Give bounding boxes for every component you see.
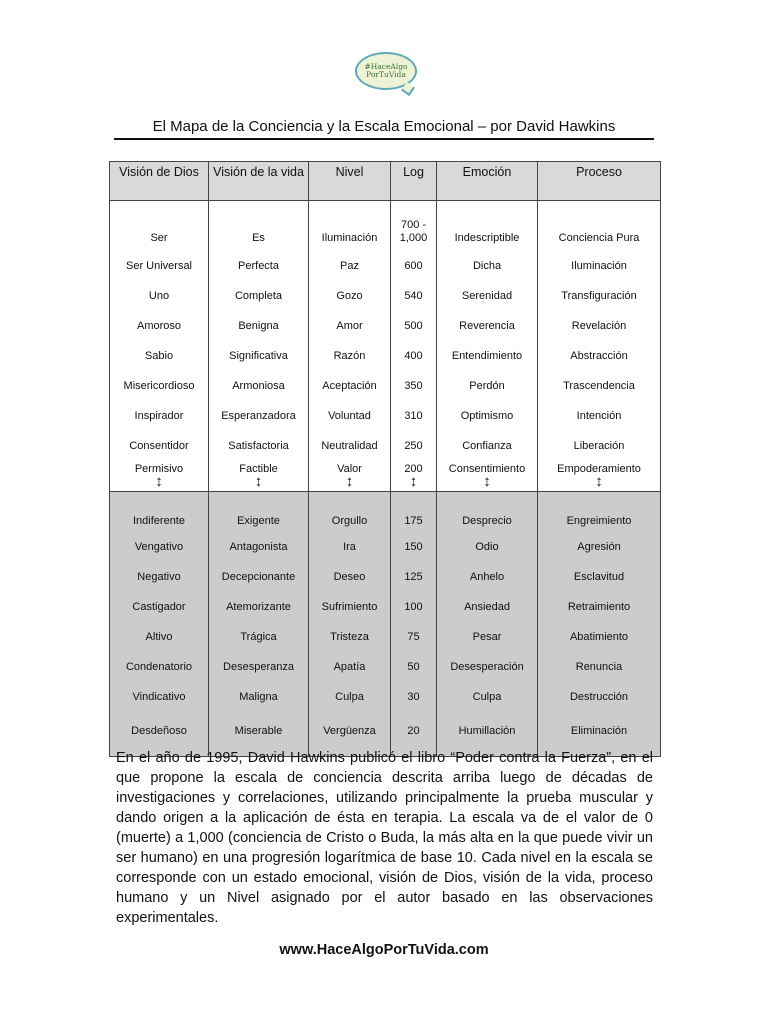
table-cell: Vindicativo: [110, 682, 209, 712]
table-cell: [309, 371, 391, 401]
table-cell: [209, 281, 309, 311]
cell-text: Abstracción: [570, 349, 628, 362]
table-cell: Tristeza: [309, 622, 391, 652]
cell-text: Perdón: [469, 379, 505, 392]
table-cell: Eliminación: [538, 712, 661, 757]
table-cell: [110, 311, 209, 341]
table-cell: 150: [391, 532, 437, 562]
table-cell: Vengativo: [110, 532, 209, 562]
table-cell: [391, 281, 437, 311]
cell-text: Optimismo: [460, 409, 514, 422]
logo-line-2: PorTuVida: [366, 70, 406, 79]
table-cell: [391, 201, 437, 252]
table-cell: [437, 461, 538, 492]
cell-text: Neutralidad: [321, 439, 378, 452]
table-cell: Miserable: [209, 712, 309, 757]
table-cell: Desdeñoso: [110, 712, 209, 757]
cell-text: Reverencia: [459, 319, 515, 332]
header-vision-vida: Visión de la vida: [209, 162, 309, 201]
table-cell: [538, 371, 661, 401]
table-row: [110, 461, 661, 492]
table-cell: [538, 461, 661, 492]
table-cell: [437, 251, 538, 281]
cell-text: Trascendencia: [563, 379, 635, 392]
table-cell: [209, 371, 309, 401]
table-cell: [437, 311, 538, 341]
table-cell: [391, 461, 437, 492]
table-cell: Condenatorio: [110, 652, 209, 682]
cell-text: Razón: [333, 349, 366, 362]
table-cell: [209, 201, 309, 252]
cell-text: 600: [404, 259, 423, 272]
cell-text: 310: [404, 409, 423, 422]
table-cell: [391, 341, 437, 371]
cell-text: Armoniosa: [232, 379, 285, 392]
cell-text: Es: [252, 232, 265, 244]
table-cell: [110, 371, 209, 401]
table-cell: 50: [391, 652, 437, 682]
cell-text: Permisivo: [134, 463, 184, 475]
table-row: [110, 251, 661, 281]
table-row: [110, 371, 661, 401]
table-cell: [309, 341, 391, 371]
table-cell: [209, 341, 309, 371]
logo-speech-tail: [401, 82, 415, 96]
table-cell: [538, 311, 661, 341]
table-cell: Exigente: [209, 492, 309, 533]
table-cell: Decepcionante: [209, 562, 309, 592]
table-row: [110, 562, 661, 592]
cell-text: Indescriptible: [454, 232, 520, 244]
cell-text: Intención: [576, 409, 622, 422]
cell-text: Inspirador: [134, 409, 184, 422]
cell-text: Voluntad: [328, 409, 371, 422]
cell-text: Empoderamiento: [557, 463, 641, 475]
up-down-arrow-icon: ↕: [155, 473, 163, 490]
table-cell: Retraimiento: [538, 592, 661, 622]
table-cell: Antagonista: [209, 532, 309, 562]
table-cell: Culpa: [309, 682, 391, 712]
table-cell: [110, 341, 209, 371]
table-row: [110, 311, 661, 341]
table-body: [110, 201, 661, 757]
table-row: [110, 201, 661, 252]
table-row: [110, 492, 661, 533]
cell-text: 400: [404, 349, 423, 362]
up-down-arrow-icon: ↕: [483, 473, 491, 490]
up-down-arrow-icon: ↕: [345, 473, 354, 490]
cell-text: Misericordioso: [123, 379, 195, 392]
table-cell: 30: [391, 682, 437, 712]
footer-website: www.HaceAlgoPorTuVida.com: [279, 942, 489, 958]
table-cell: [437, 341, 538, 371]
cell-text: Ser Universal: [125, 259, 193, 272]
cell-text: 500: [404, 319, 423, 332]
table-cell: Destrucción: [538, 682, 661, 712]
table-header-row: [110, 162, 661, 201]
cell-text: Entendimiento: [451, 349, 523, 362]
logo-line-1: #HaceAlgo: [364, 62, 408, 71]
table-cell: [110, 251, 209, 281]
table-cell: Trágica: [209, 622, 309, 652]
table-cell: Castigador: [110, 592, 209, 622]
cell-text: Confianza: [462, 439, 512, 452]
table-cell: [391, 401, 437, 431]
table-row: [110, 532, 661, 562]
table-cell: [110, 431, 209, 461]
cell-text: 250: [404, 439, 423, 452]
table-cell: Pesar: [437, 622, 538, 652]
table-cell: 100: [391, 592, 437, 622]
cell-text: Consentidor: [129, 439, 189, 452]
cell-text: Consentimiento: [448, 463, 526, 475]
cell-text: Revelación: [571, 319, 627, 332]
up-down-arrow-icon: ↕: [409, 473, 418, 490]
table-cell: Negativo: [110, 562, 209, 592]
table-cell: Ira: [309, 532, 391, 562]
page-title: El Mapa de la Conciencia y la Escala Emocional – por David Hawkins: [114, 118, 654, 140]
table-cell: Abatimiento: [538, 622, 661, 652]
table-cell: Orgullo: [309, 492, 391, 533]
table-cell: 75: [391, 622, 437, 652]
table-cell: Anhelo: [437, 562, 538, 592]
cell-text: Amoroso: [136, 319, 182, 332]
table-cell: Atemorizante: [209, 592, 309, 622]
table-cell: [391, 311, 437, 341]
table-row: [110, 622, 661, 652]
table-row: [110, 652, 661, 682]
table-cell: [309, 281, 391, 311]
table-cell: [209, 311, 309, 341]
table-cell: Apatía: [309, 652, 391, 682]
header-log: Log: [391, 162, 437, 201]
table-cell: [309, 401, 391, 431]
table-cell: Ansiedad: [437, 592, 538, 622]
up-down-arrow-icon: ↕: [254, 473, 263, 490]
table-cell: [437, 371, 538, 401]
cell-text: Conciencia Pura: [558, 232, 640, 244]
cell-text: 540: [404, 289, 423, 302]
table-cell: [437, 401, 538, 431]
table-cell: Indiferente: [110, 492, 209, 533]
table-cell: [391, 251, 437, 281]
cell-text: Serenidad: [461, 289, 513, 302]
table-cell: Esclavitud: [538, 562, 661, 592]
table-cell: [538, 281, 661, 311]
table-row: [110, 682, 661, 712]
table-cell: Renuncia: [538, 652, 661, 682]
cell-text: Significativa: [229, 349, 288, 362]
table-cell: 125: [391, 562, 437, 592]
header-proceso: Proceso: [538, 162, 661, 201]
table-cell: [391, 431, 437, 461]
cell-text: Perfecta: [238, 259, 279, 272]
header-vision-dios: Visión de Dios: [110, 162, 209, 201]
table-cell: [437, 281, 538, 311]
cell-text: Iluminación: [321, 232, 378, 244]
table-cell: [209, 401, 309, 431]
table-cell: [538, 201, 661, 252]
table-cell: Desesperanza: [209, 652, 309, 682]
table-cell: Engreimiento: [538, 492, 661, 533]
table-cell: [110, 281, 209, 311]
table-cell: Sufrimiento: [309, 592, 391, 622]
table-row: [110, 431, 661, 461]
table-cell: [309, 431, 391, 461]
table-row: [110, 281, 661, 311]
cell-text: 700 - 1,000: [399, 219, 428, 244]
cell-text: Factible: [239, 463, 278, 475]
site-logo: [355, 52, 417, 90]
table-cell: Desprecio: [437, 492, 538, 533]
table-cell: [538, 251, 661, 281]
cell-text: Gozo: [336, 289, 363, 302]
table-cell: [110, 201, 209, 252]
cell-text: Completa: [234, 289, 283, 302]
cell-text: Valor: [337, 463, 362, 475]
table-cell: [209, 431, 309, 461]
cell-text: Uno: [148, 289, 170, 302]
up-down-arrow-icon: ↕: [595, 473, 603, 490]
cell-text: Satisfactoria: [228, 439, 289, 452]
cell-text: Sabio: [144, 349, 174, 362]
table-cell: [309, 201, 391, 252]
table-cell: [209, 461, 309, 492]
table-cell: [538, 431, 661, 461]
table-cell: [538, 401, 661, 431]
table-cell: 175: [391, 492, 437, 533]
cell-text: Aceptación: [322, 379, 377, 392]
table-cell: [309, 251, 391, 281]
description-paragraph: En el año de 1995, David Hawkins publicó el libro “Poder contra la Fuerza”, en el que propone la escala de conciencia descrita arriba luego de décadas de investigaciones y correlaciones, utilizando principalmente la prueba muscular y dando origen a la aplicación de ésta en terapia. La escala va de el valor de 0 (muerte) a 1,000 (conciencia de Cristo o Buda, la más alta en la que puede vivir un ser humano) en una progresión logarítmica de base 10. Cada nivel en la escala se corresponde con un estado emocional, visión de Dios, visión de la vida, proceso humano y un Nivel asignado por el autor basado en las observaciones experimentales.: [116, 750, 653, 926]
table-row: [110, 341, 661, 371]
cell-text: Paz: [340, 259, 359, 272]
cell-text: Liberación: [573, 439, 625, 452]
cell-text: 200: [404, 463, 423, 475]
cell-text: Dicha: [472, 259, 502, 272]
table-cell: Maligna: [209, 682, 309, 712]
table-cell: [209, 251, 309, 281]
table-row: [110, 401, 661, 431]
table-cell: Deseo: [309, 562, 391, 592]
cell-text: Iluminación: [571, 259, 627, 272]
table-cell: Culpa: [437, 682, 538, 712]
table-cell: Vergüenza: [309, 712, 391, 757]
cell-text: Ser: [150, 232, 168, 244]
table-cell: [391, 371, 437, 401]
consciousness-map-table: [109, 161, 661, 757]
cell-text: Esperanzadora: [221, 409, 296, 422]
table-cell: [309, 461, 391, 492]
table-cell: [437, 431, 538, 461]
header-nivel: Nivel: [309, 162, 391, 201]
table-cell: Altivo: [110, 622, 209, 652]
cell-text: Benigna: [238, 319, 279, 332]
cell-text: Transfiguración: [561, 289, 637, 302]
table-cell: [110, 461, 209, 492]
header-emocion: Emoción: [437, 162, 538, 201]
table-cell: Odio: [437, 532, 538, 562]
table-cell: Desesperación: [437, 652, 538, 682]
table-cell: 20: [391, 712, 437, 757]
table-cell: [309, 311, 391, 341]
table-cell: Agresión: [538, 532, 661, 562]
table-cell: Humillación: [437, 712, 538, 757]
table-cell: [437, 201, 538, 252]
cell-text: Amor: [336, 319, 363, 332]
table-cell: [538, 341, 661, 371]
table-row: [110, 592, 661, 622]
table-cell: [110, 401, 209, 431]
cell-text: 350: [404, 379, 423, 392]
